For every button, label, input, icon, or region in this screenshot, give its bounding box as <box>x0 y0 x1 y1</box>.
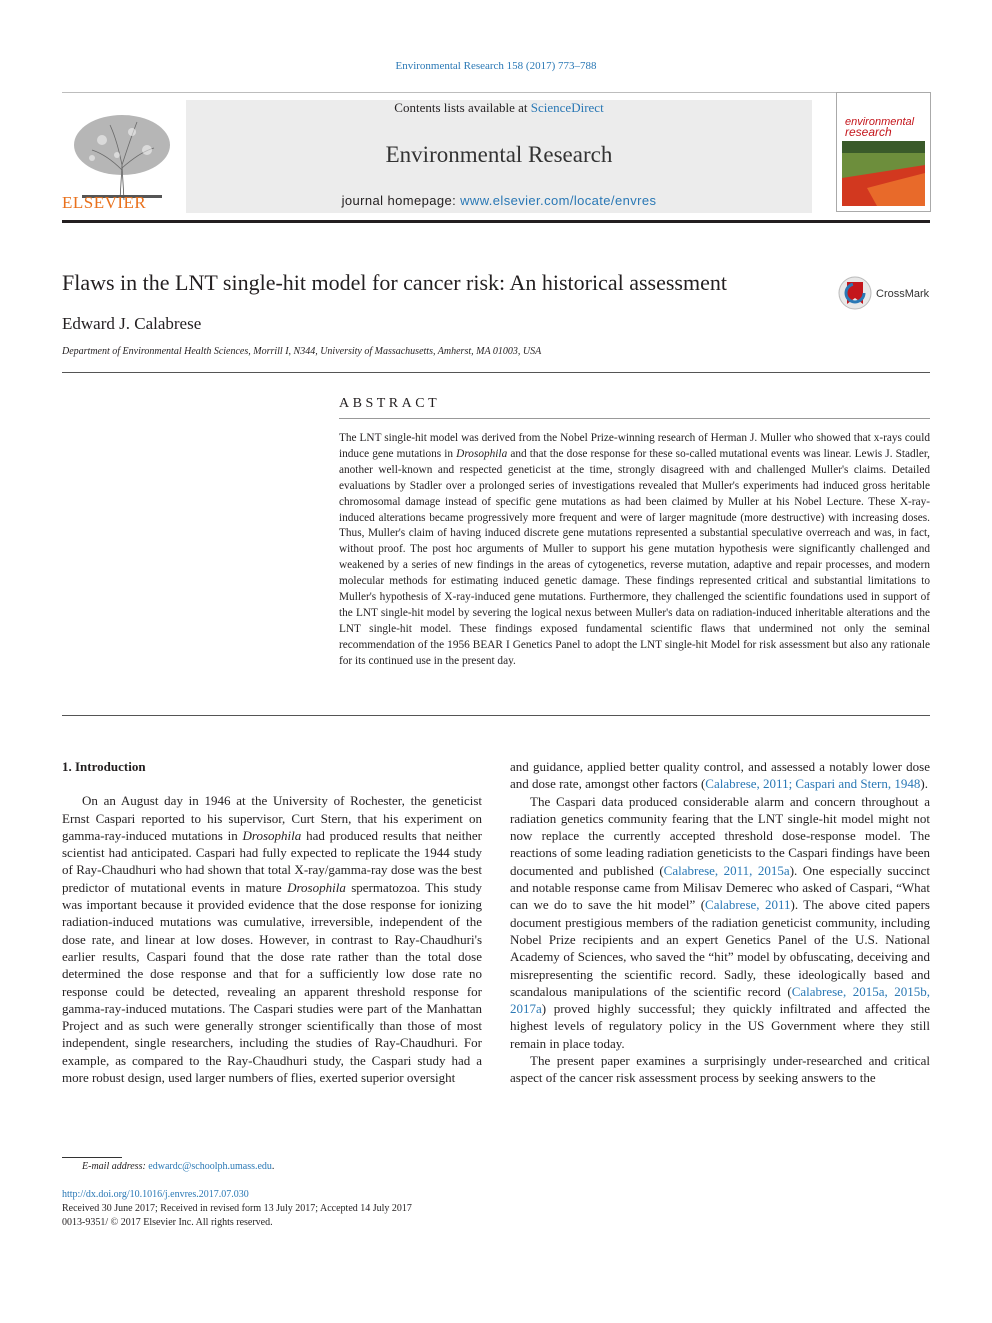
homepage-link[interactable]: www.elsevier.com/locate/envres <box>460 193 657 208</box>
reference-link[interactable]: Calabrese, 2011, 2015a <box>663 862 790 878</box>
abstract-heading: ABSTRACT <box>339 396 441 411</box>
journal-cover-image-icon <box>837 93 930 211</box>
contents-availability <box>186 100 812 116</box>
email-link[interactable]: edwardc@schoolph.umass.edu <box>148 1161 272 1172</box>
section-heading: 1. Introduction <box>62 759 146 774</box>
header-divider <box>62 92 930 93</box>
journal-homepage <box>186 193 812 208</box>
abstract-text-1: The LNT single-hit model was derived from the Nobel Prize-winning research of Herman J. Muller who showed that x-rays could induce gene mutations in <box>339 432 930 460</box>
abstract-body <box>339 431 930 670</box>
header-thick-rule <box>62 220 930 223</box>
abstract-italic: Drosophila <box>456 447 508 460</box>
homepage-prefix: journal homepage: <box>341 193 461 208</box>
abstract-rule <box>339 418 930 419</box>
email-footnote: E-mail address: edwardc@schoolph.umass.edu. <box>82 1161 275 1172</box>
cover-title-line2: research <box>845 125 892 139</box>
paragraph: On an August day in 1946 at the University of Rochester, the geneticist Ernst Caspari reported to his supervisor, Curt Stern, that his experiment on gamma-ray-induced mutations in Drosophila had produced results that neither scientist had anticipated. Caspari had fully expected to replicate the 1944 study of Ray-Chaudhuri who had shown that total X-ray/gamma-ray dose was the best predictor of mutational events in mature Drosophila spermatozoa. This study was important because it provided evidence that the dose response for ionizing radiation-induced mutations was cumulative, irreversible, independent of the dose rate, and linear at low doses. However, in contrast to Ray-Chaudhuri's earlier results, Caspari found that the dose rate rather than the total dose determined the dose response and that for a sufficiently low dose rate no response could be detected, revealing an apparent threshold response for gamma-ray-induced mutations. The Caspari studies were part of the Manhattan Project and as such were generally stronger scientifically than those of most independent, single researchers, including the studies of Ray-Chaudhuri. For example, as compared to the Ray-Chaudhuri study, the Caspari study had a more robust design, used larger numbers of flies, exerted superior oversight <box>62 793 483 1086</box>
author-affiliation: Department of Environmental Health Sciences, Morrill I, N344, University of Massachusetts, Amherst, MA 01003, USA <box>62 346 542 357</box>
title-divider <box>62 372 930 373</box>
paragraph: and guidance, applied better quality control, and assessed a notably lower dose and dose rate, amongst other factors (Calabrese, 2011; Caspari and Stern, 1948). <box>510 759 930 792</box>
copyright-notice: 0013-9351/ © 2017 Elsevier Inc. All rights reserved. <box>62 1217 273 1228</box>
sciencedirect-link[interactable]: ScienceDirect <box>530 100 604 115</box>
contents-prefix: Contents lists available at <box>394 100 531 115</box>
article-title: Flaws in the LNT single-hit model for cancer risk: An historical assessment <box>62 270 727 295</box>
body-right-column <box>510 758 930 1087</box>
abstract-divider <box>62 715 930 716</box>
journal-citation[interactable]: Environmental Research 158 (2017) 773–788 <box>395 60 597 72</box>
paragraph: The Caspari data produced considerable alarm and concern throughout a radiation genetics community fearing that the LNT single-hit model might not now replace the currently accepted threshold dose-response model. The reactions of some leading radiation geneticists to the Caspari findings have been documented and published (Calabrese, 2011, 2015a). One especially succinct and notable response came from Milisav Demerec who asked of Caspari, “What can we do to save the hit model” (Calabrese, 2011). The above cited papers document prestigious members of the radiation geneticist community, including Nobel Prize recipients and an expert Genetics Panel of the U.S. National Academy of Sciences, who saved the “hit” model by obfuscating, deceiving and misrepresenting the scientific record. Sadly, these ideologically based and scandalous manipulations of the scientific record (Calabrese, 2015a, 2015b, 2017a) proved highly successful; they quickly infiltrated and affected the highest levels of regulatory policy in the US Government where they still remain in place today. <box>510 793 930 1051</box>
footnote-rule <box>62 1157 122 1158</box>
article-dates: Received 30 June 2017; Received in revised form 13 July 2017; Accepted 14 July 2017 <box>62 1203 412 1214</box>
crossmark-icon[interactable] <box>838 276 872 310</box>
journal-cover-thumbnail[interactable] <box>836 92 931 212</box>
reference-link[interactable]: Calabrese, 2015a, 2015b, 2017a <box>510 983 930 1017</box>
doi-link[interactable]: http://dx.doi.org/10.1016/j.envres.2017.07.030 <box>62 1189 249 1200</box>
reference-link[interactable]: Calabrese, 2011 <box>705 897 791 913</box>
email-label: E-mail address: <box>82 1161 149 1172</box>
reference-link[interactable]: Calabrese, 2011; Caspari and Stern, 1948 <box>705 776 921 792</box>
cover-title-line1: environmental <box>845 116 915 128</box>
crossmark-label[interactable]: CrossMark <box>876 288 930 300</box>
abstract-text-2: and that the dose response for these so-called mutational events was linear. Lewis J. Stadler, another well-known and respected geneticist at the time, strongly disagreed with and challenged Muller's claims. Detailed evaluations by Stadler over a prolonged series of investigations revealed that Muller's experiments had induced gross heritable chromosomal damage instead of specific gene mutations as had been claimed by Muller at his Nobel Lecture. These X-ray-induced alterations became progressively more frequent and were of larger magnitude (more destructive) with increasing doses. Thus, Muller's claim of having induced discrete gene mutations represented a substantial speculative overreach and was, in fact, without proof. The post hoc arguments of Muller to support his gene mutation hypothesis were significantly challenged and weakened by a series of new findings in the areas of cytogenetics, reverse mutation, adaptive and repair processes, and modern molecular methods for estimating induced genetic damage. These findings represented critical and substantial limitations to Muller's hypothesis of X-ray-induced gene mutations. Furthermore, they challenged the scientific foundations used in support of the LNT single-hit model by severing the logical nexus between Muller's data on radiation-induced inheritable alterations and the LNT single-hit model. These findings exposed fundamental scientific flaws that undermined not only the seminal recommendation of the 1956 BEAR I Genetics Panel to adopt the LNT single-hit Model for risk assessment but also any rationale for its continued use in the present day. <box>339 447 930 667</box>
elsevier-wordmark: ELSEVIER <box>62 193 147 212</box>
body-left-column <box>62 758 482 1086</box>
author-name: Edward J. Calabrese <box>62 314 202 333</box>
journal-name: Environmental Research <box>385 142 613 167</box>
paragraph: The present paper examines a surprisingly under-researched and critical aspect of the cancer risk assessment process by seeking answers to the <box>510 1053 930 1086</box>
